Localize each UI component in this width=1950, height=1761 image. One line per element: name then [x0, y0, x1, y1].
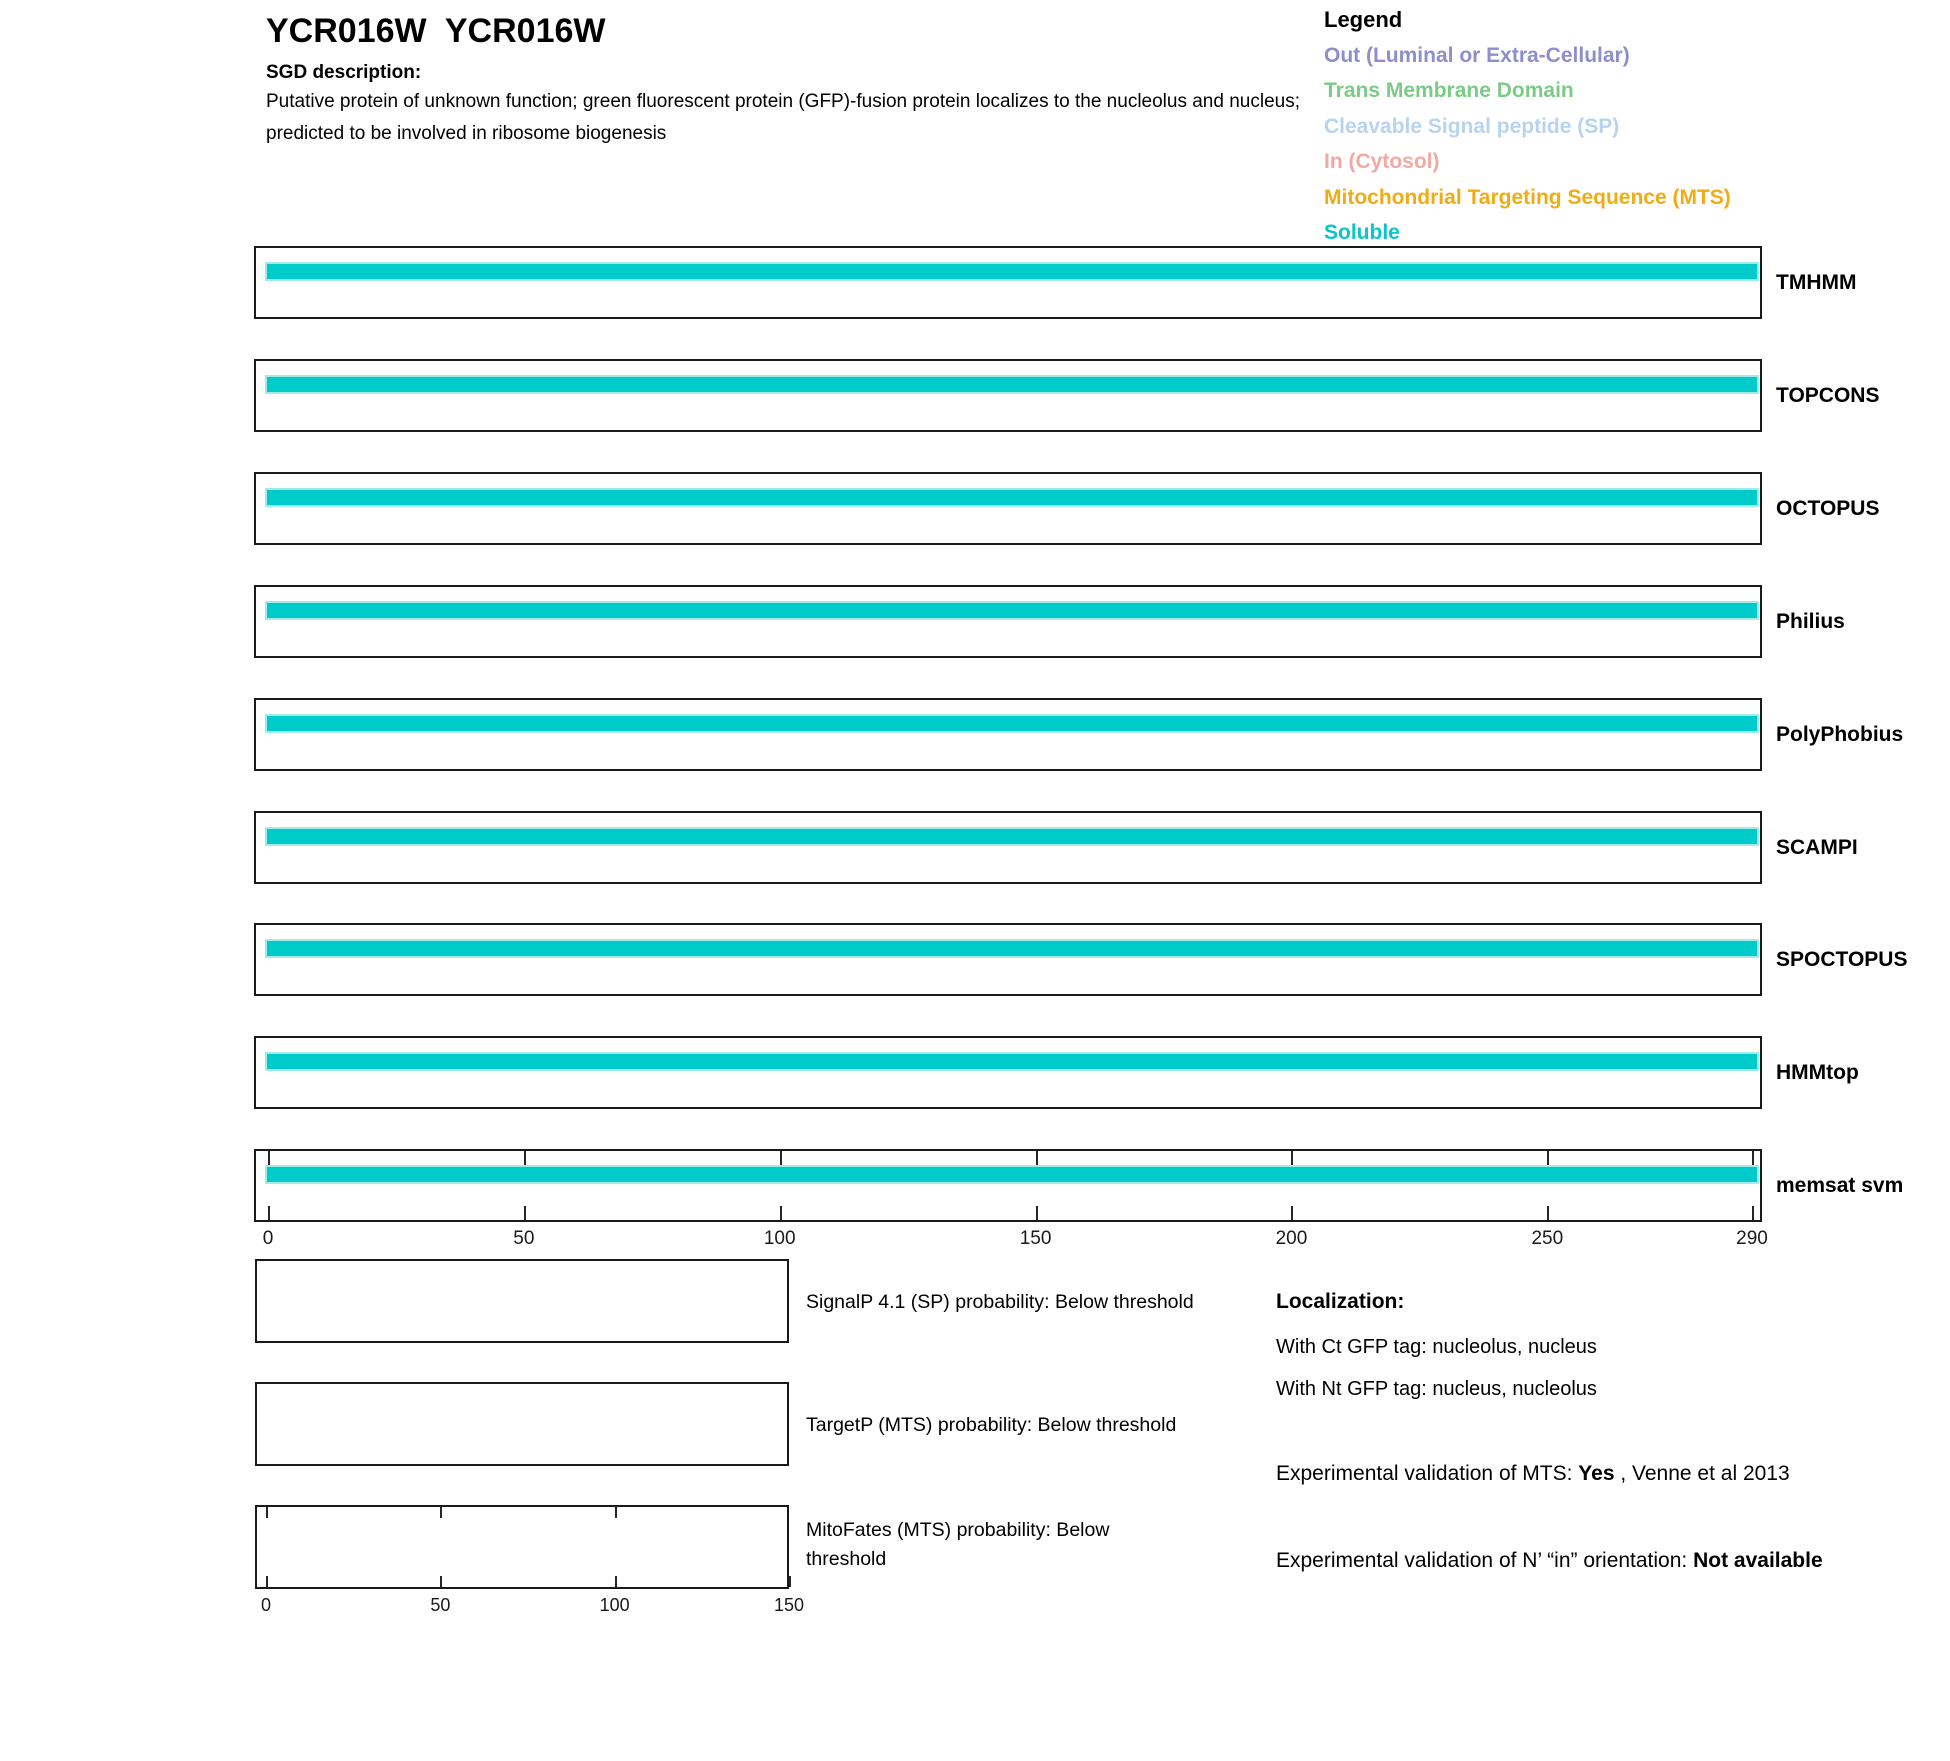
axis-tick-mark — [1291, 1151, 1293, 1165]
signalp-plot-label: SignalP 4.1 (SP) probability: Below threshold — [806, 1291, 1194, 1313]
track-box — [254, 472, 1762, 545]
soluble-region-bar — [265, 827, 1759, 846]
mts-validation-value: Yes — [1578, 1462, 1615, 1485]
legend-item: Mitochondrial Targeting Sequence (MTS) — [1324, 185, 1731, 209]
x-axis-tick-label: 0 — [262, 1228, 274, 1249]
legend-item: Cleavable Signal peptide (SP) — [1324, 114, 1620, 138]
targetp-plot-label: TargetP (MTS) probability: Below threshold — [806, 1414, 1177, 1436]
soluble-region-bar — [265, 488, 1759, 507]
sgd-description-text: Putative protein of unknown function; green fluorescent protein (GFP)-fusion protein localizes to the nucleolus and nucleus; predicted to be involved in ribosome biogenesis — [266, 91, 1300, 144]
axis-tick-mark — [1291, 1206, 1293, 1220]
soluble-region-bar — [265, 939, 1759, 958]
axis-tick-mark — [780, 1206, 782, 1220]
track-label: Philius — [1776, 610, 1845, 633]
mts-validation-prefix: Experimental validation of MTS: — [1276, 1462, 1579, 1485]
track-label: TOPCONS — [1776, 384, 1880, 407]
axis-tick-mark — [1547, 1206, 1549, 1220]
soluble-region-bar — [265, 1052, 1759, 1071]
axis-tick-mark — [524, 1206, 526, 1220]
legend-item: Soluble — [1324, 221, 1400, 244]
soluble-region-bar — [265, 714, 1759, 733]
x-axis-tick-label: 50 — [430, 1595, 451, 1615]
axis-tick-mark — [1547, 1151, 1549, 1165]
soluble-region-bar — [265, 375, 1759, 394]
axis-tick-mark — [615, 1576, 617, 1587]
x-axis-tick-label: 150 — [1019, 1228, 1052, 1249]
axis-tick-mark — [1036, 1206, 1038, 1220]
sgd-description-label: SGD description: — [266, 62, 422, 83]
track-label: SCAMPI — [1776, 836, 1858, 859]
soluble-region-bar — [265, 1165, 1759, 1184]
legend-item: Out (Luminal or Extra-Cellular) — [1324, 43, 1630, 67]
axis-tick-mark — [1752, 1151, 1754, 1165]
localization-nt-gfp: With Nt GFP tag: nucleus, nucleolus — [1276, 1378, 1597, 1400]
x-axis-tick-label: 100 — [763, 1228, 796, 1249]
track-label: HMMtop — [1776, 1061, 1859, 1084]
localization-ct-gfp: With Ct GFP tag: nucleolus, nucleus — [1276, 1336, 1597, 1358]
page-title: YCR016W YCR016W — [266, 12, 606, 50]
axis-tick-mark — [268, 1206, 270, 1220]
axis-tick-mark — [266, 1507, 268, 1518]
orientation-validation-prefix: Experimental validation of N’ “in” orientation: — [1276, 1549, 1694, 1572]
axis-tick-mark — [615, 1507, 617, 1518]
orientation-validation-line — [1276, 1544, 1836, 1577]
x-axis-tick-label: 100 — [599, 1595, 630, 1615]
track-label: PolyPhobius — [1776, 723, 1904, 746]
axis-tick-mark — [440, 1576, 442, 1587]
legend — [1324, 2, 1731, 251]
x-axis-tick-label: 0 — [260, 1595, 272, 1615]
targetp-plot-box — [255, 1382, 789, 1466]
legend-title: Legend — [1324, 7, 1403, 32]
axis-tick-mark — [789, 1576, 791, 1587]
track-box — [254, 923, 1762, 996]
track-label: TMHMM — [1776, 271, 1857, 294]
axis-tick-mark — [268, 1151, 270, 1165]
soluble-region-bar — [265, 601, 1759, 620]
axis-tick-mark — [780, 1151, 782, 1165]
orientation-validation-value: Not available — [1693, 1549, 1823, 1572]
x-axis-tick-label: 200 — [1275, 1228, 1308, 1249]
x-axis-tick-label: 150 — [773, 1595, 805, 1615]
track-box — [254, 359, 1762, 432]
signalp-plot-box — [255, 1259, 789, 1343]
legend-item: In (Cytosol) — [1324, 150, 1440, 173]
x-axis-tick-label: 250 — [1531, 1228, 1564, 1249]
track-label: SPOCTOPUS — [1776, 948, 1908, 971]
track-box — [254, 1036, 1762, 1109]
track-label: memsat svm — [1776, 1174, 1904, 1197]
track-box — [254, 585, 1762, 658]
axis-tick-mark — [1036, 1151, 1038, 1165]
soluble-region-bar — [265, 262, 1759, 281]
mitofates-plot-label: MitoFates (MTS) probability: Below threshold — [806, 1519, 1110, 1570]
axis-tick-mark — [524, 1151, 526, 1165]
mitofates-plot-box — [255, 1505, 789, 1589]
track-label: OCTOPUS — [1776, 497, 1880, 520]
axis-tick-mark — [1752, 1206, 1754, 1220]
legend-item: Trans Membrane Domain — [1324, 79, 1574, 102]
mts-validation-suffix: , Venne et al 2013 — [1614, 1462, 1790, 1485]
mts-validation-line — [1276, 1462, 1790, 1486]
x-axis-tick-label: 50 — [513, 1228, 535, 1249]
track-box — [254, 246, 1762, 319]
axis-tick-mark — [266, 1576, 268, 1587]
track-box — [254, 811, 1762, 884]
axis-tick-mark — [440, 1507, 442, 1518]
x-axis-tick-label: 290 — [1736, 1228, 1768, 1249]
localization-title: Localization: — [1276, 1290, 1405, 1313]
track-box — [254, 1149, 1762, 1222]
track-box — [254, 698, 1762, 771]
